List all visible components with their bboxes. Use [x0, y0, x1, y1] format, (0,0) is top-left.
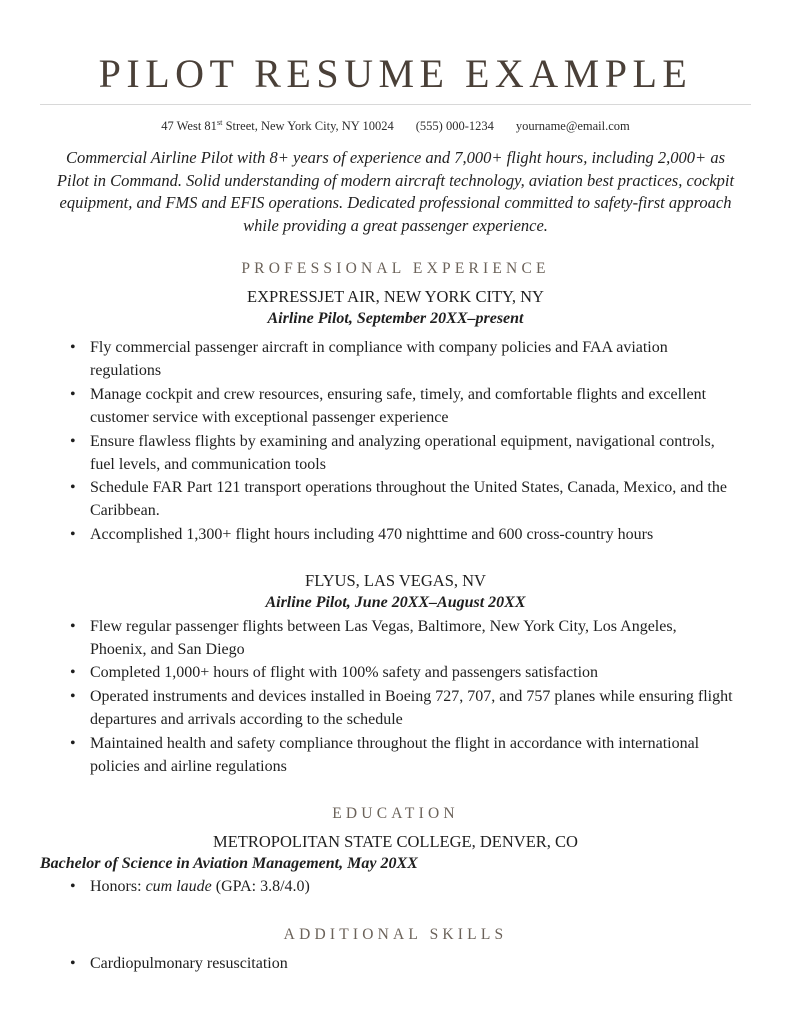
list-item: [40, 953, 751, 976]
bullet-text: Maintained health and safety compliance throughout the flight in accordance with international policies and airline regulations: [90, 735, 700, 775]
section-heading-skills: ADDITIONAL SKILLS: [283, 926, 508, 944]
honors-label: Honors:: [90, 878, 146, 896]
bullet-icon: •: [70, 479, 76, 497]
list-item: [40, 733, 751, 779]
list-item: [40, 876, 751, 899]
bullet-text: Operated instruments and devices installed in Boeing 727, 707, and 757 planes while ensuring flight departures and arrivals according to the schedule: [90, 688, 733, 729]
bullet-text: Flew regular passenger flights between Las Vegas, Baltimore, New York City, Los Angeles, Phoenix, and San Diego: [90, 617, 677, 658]
spacer: [40, 548, 751, 562]
list-item: [40, 616, 751, 662]
honors-gpa: (GPA: 3.8/4.0): [211, 878, 310, 896]
list-item: [40, 686, 751, 732]
bullet-text: Ensure flawless flights by examining and analyzing operational equipment, navigational controls, fuel levels, and communication tools: [90, 432, 715, 473]
education-bullet-list: [40, 873, 751, 899]
bullet-icon: •: [70, 526, 76, 544]
page-title: PILOT RESUME EXAMPLE: [98, 51, 693, 96]
professional-summary: Commercial Airline Pilot with 8+ years of experience and 7,000+ flight hours, including 2,000+ as Pilot in Command. Solid understanding of modern aircraft technology, aviation best practices, cockpit equipment, and FMS and EFIS operations. Dedicated professional committed to safety-first approach while providing a great passenger experience.: [56, 148, 735, 235]
bullet-text: Completed 1,000+ hours of flight with 100% safety and passengers satisfaction: [90, 664, 599, 682]
contact-email[interactable]: yourname@email.com: [515, 119, 630, 134]
contact-address-prefix: 47 West 81: [161, 119, 217, 134]
employer-name: FLYUS, LAS VEGAS, NV: [305, 571, 486, 591]
list-item: [40, 662, 751, 685]
contact-address-ordinal: st: [216, 118, 223, 128]
bullet-icon: •: [70, 617, 76, 635]
section-heading-experience: PROFESSIONAL EXPERIENCE: [241, 259, 550, 277]
bullet-icon: •: [70, 878, 76, 896]
bullet-icon: •: [70, 688, 76, 706]
bullet-icon: •: [70, 955, 76, 973]
bullet-icon: •: [70, 664, 76, 682]
list-item: [40, 337, 751, 383]
skills-bullet-list: [40, 944, 751, 976]
bullet-icon: •: [70, 735, 76, 753]
school-name: METROPOLITAN STATE COLLEGE, DENVER, CO: [213, 831, 578, 851]
list-item: [40, 524, 751, 547]
list-item: [40, 384, 751, 430]
bullet-icon: •: [70, 385, 76, 403]
bullet-text: Cardiopulmonary resuscitation: [90, 955, 288, 973]
contact-line: [40, 105, 751, 134]
bullet-text: Manage cockpit and crew resources, ensuring safe, timely, and comfortable flights and excellent customer service with exceptional passenger experience: [90, 385, 707, 426]
job-role-and-dates: Airline Pilot, September 20XX–present: [267, 309, 524, 327]
list-item: [40, 431, 751, 477]
contact-address-suffix: Street, New York City, NY 10024: [222, 119, 394, 134]
degree-and-date: Bachelor of Science in Aviation Management, May 20XX: [40, 854, 418, 872]
section-heading-education: EDUCATION: [332, 804, 459, 822]
honors-distinction: cum laude: [145, 878, 212, 896]
job-bullet-list: [40, 328, 751, 547]
job-bullet-list: [40, 613, 751, 779]
contact-phone[interactable]: (555) 000-1234: [415, 119, 494, 134]
list-item: [40, 477, 751, 523]
resume-content: [40, 0, 751, 977]
employer-name: EXPRESSJET AIR, NEW YORK CITY, NY: [247, 286, 544, 306]
bullet-icon: •: [70, 432, 76, 450]
bullet-icon: •: [70, 339, 76, 357]
job-role-and-dates: Airline Pilot, June 20XX–August 20XX: [265, 594, 526, 612]
bullet-text: Fly commercial passenger aircraft in compliance with company policies and FAA aviation regulations: [90, 339, 668, 380]
bullet-text: Accomplished 1,300+ flight hours including 470 nighttime and 600 cross-country hours: [90, 526, 654, 544]
bullet-text: Schedule FAR Part 121 transport operations throughout the United States, Canada, Mexico, and the Caribbean.: [90, 479, 727, 520]
